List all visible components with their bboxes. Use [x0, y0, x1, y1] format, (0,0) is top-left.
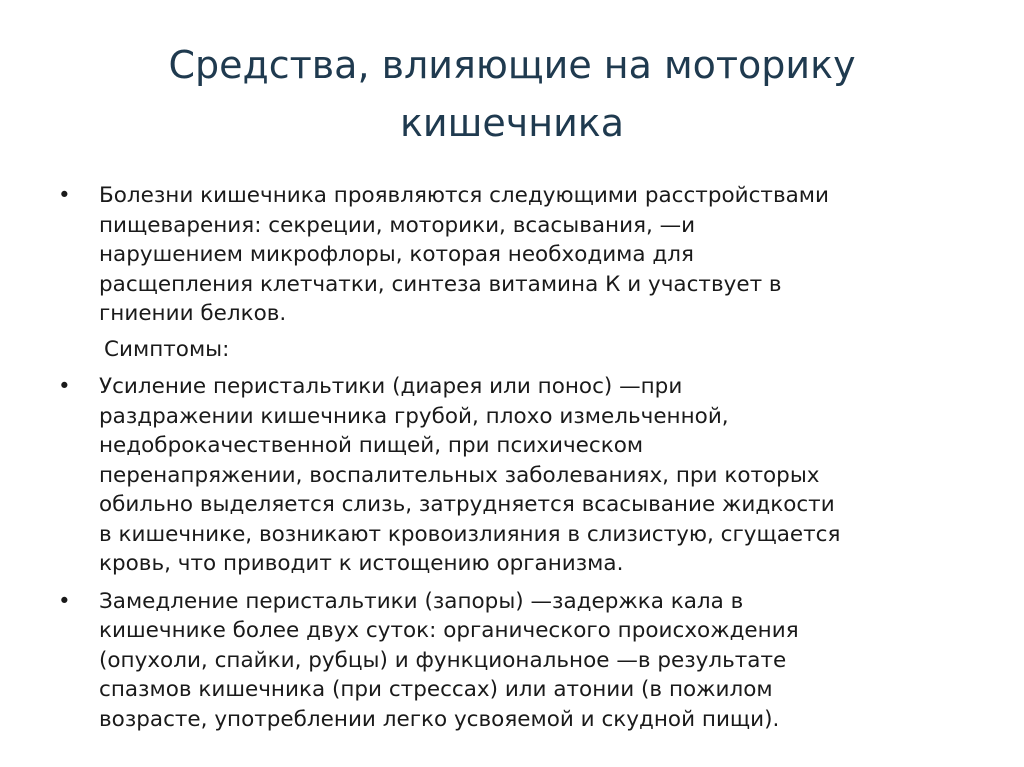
bullet-text-line: недоброкачественной пищей, при психическом [99, 433, 644, 458]
title-line: кишечника [399, 101, 625, 145]
bullet-increased-peristalsis [58, 372, 988, 579]
bullet-text-line: возрасте, употреблении легко усвояемой и скудной пищи). [99, 706, 780, 732]
bullet-text-line: Замедление перистальтики (запоры) —задержка кала в [99, 588, 744, 614]
bullet-icon: • [58, 183, 71, 208]
symptoms-subheading: Симптомы: [104, 336, 230, 362]
bullet-text-line: перенапряжении, воспалительных заболеваниях, при которых [99, 462, 820, 488]
slide-body [58, 181, 988, 734]
bullet-icon: • [58, 588, 71, 614]
bullet-text-line: расщепления клетчатки, синтеза витамина К и участвует в [99, 271, 782, 297]
bullet-text-line: в кишечнике, возникают кровоизлияния в слизистую, сгущается [99, 521, 841, 547]
bullet-intro [58, 181, 988, 329]
bullet-text-line: обильно выделяется слизь, затрудняется всасывание жидкости [99, 492, 835, 517]
slide-title [90, 36, 934, 152]
bullet-text-line: гниении белков. [99, 301, 287, 326]
bullet-text-line: раздражении кишечника грубой, плохо измельченной, [99, 403, 729, 429]
bullet-text-line: Болезни кишечника проявляются следующими расстройствами [99, 183, 829, 208]
bullet-icon: • [58, 374, 71, 399]
bullet-text-line: кровь, что приводит к истощению организма. [99, 551, 624, 576]
bullet-text-line: пищеварения: секреции, моторики, всасывания, —и [99, 212, 696, 238]
bullet-text-line: (опухоли, спайки, рубцы) и функциональное —в результате [99, 647, 787, 673]
bullet-text-line: кишечнике более двух суток: органического происхождения [99, 618, 799, 643]
bullet-text-line: нарушением микрофлоры, которая необходима для [99, 242, 694, 267]
title-line: Средства, влияющие на моторику [168, 43, 856, 87]
bullet-text-line: спазмов кишечника (при стрессах) или атонии (в пожилом [99, 677, 773, 702]
bullet-text-line: Усиление перистальтики (диарея или понос) —при [99, 374, 683, 399]
bullet-decreased-peristalsis [58, 587, 988, 735]
